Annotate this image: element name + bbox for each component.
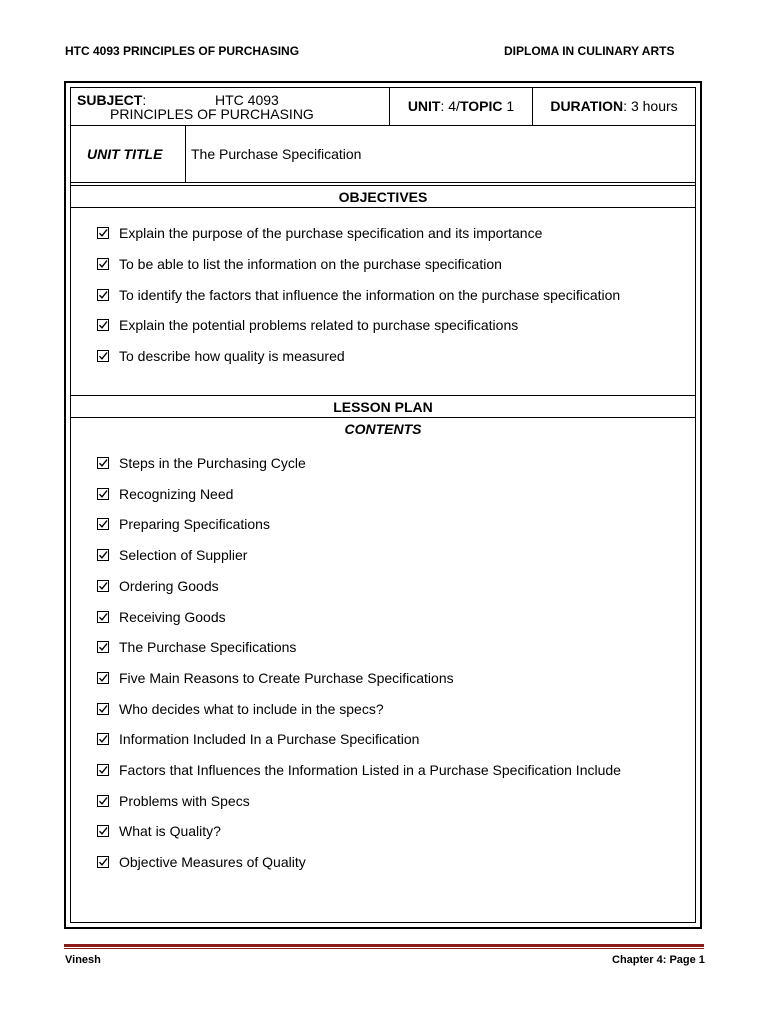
checklist-item: [97, 701, 384, 717]
checkbox-checked-icon: [97, 856, 109, 868]
checklist-item-text: Problems with Specs: [119, 792, 250, 809]
checklist-item: [97, 639, 296, 655]
checklist-item-text: Information Included In a Purchase Specification: [119, 731, 420, 748]
duration-cell: [533, 88, 695, 125]
checklist-item: [97, 486, 233, 502]
checklist-item: [97, 762, 621, 778]
checklist-item-text: The Purchase Specifications: [119, 639, 297, 656]
checkbox-checked-icon: [97, 350, 109, 362]
checklist-item: [97, 287, 620, 303]
unit-label: UNIT: [407, 98, 441, 114]
footer-author: Vinesh: [65, 954, 101, 966]
unit-title-row: [71, 126, 695, 183]
subject-label: SUBJECT: [77, 92, 143, 108]
checklist-item: [97, 854, 306, 870]
checkbox-checked-icon: [97, 764, 109, 776]
checkbox-checked-icon: [97, 580, 109, 592]
checklist-item: [97, 225, 542, 241]
lesson-plan-table: [70, 87, 696, 923]
checklist-item-text: Preparing Specifications: [119, 516, 270, 533]
checkbox-checked-icon: [97, 703, 109, 715]
running-header-program: DIPLOMA IN CULINARY ARTS: [504, 44, 675, 58]
checklist-item: [97, 547, 247, 563]
checklist-item: [97, 670, 454, 686]
checklist-item-text: Steps in the Purchasing Cycle: [119, 455, 306, 471]
checkbox-checked-icon: [97, 457, 109, 469]
checklist-item: [97, 516, 270, 532]
checklist-item-text: To be able to list the information on the purchase specification: [119, 255, 502, 272]
checkbox-checked-icon: [97, 641, 109, 653]
checklist-item-text: Receiving Goods: [119, 608, 226, 625]
checkbox-checked-icon: [97, 549, 109, 561]
checklist-item: [97, 731, 419, 747]
checkbox-checked-icon: [97, 227, 109, 239]
unit-title-label: UNIT TITLE: [87, 146, 163, 162]
checkbox-checked-icon: [97, 319, 109, 331]
running-header-course: HTC 4093 PRINCIPLES OF PURCHASING: [65, 44, 300, 58]
checklist-item: [97, 793, 250, 809]
checkbox-checked-icon: [97, 733, 109, 745]
checkbox-checked-icon: [97, 825, 109, 837]
checkbox-checked-icon: [97, 611, 109, 623]
topic-value: 1: [502, 98, 515, 114]
checklist-item: [97, 348, 345, 364]
checkbox-checked-icon: [97, 672, 109, 684]
checklist-item-text: To describe how quality is measured: [119, 348, 345, 365]
checkbox-checked-icon: [97, 518, 109, 530]
checklist-item-text: Selection of Supplier: [119, 547, 248, 564]
checkbox-checked-icon: [97, 795, 109, 807]
checklist-item: [97, 317, 518, 333]
topic-label: TOPIC: [459, 98, 503, 114]
checklist-item-text: To identify the factors that influence the information on the purchase specification: [119, 286, 621, 303]
checklist-item-text: Recognizing Need: [119, 485, 234, 502]
checklist-item-text: What is Quality?: [119, 823, 221, 840]
checklist-item-text: Objective Measures of Quality: [119, 854, 306, 871]
subject-name: PRINCIPLES OF PURCHASING: [110, 106, 314, 122]
checkbox-checked-icon: [97, 258, 109, 270]
checklist-item: [97, 609, 226, 625]
duration-label: DURATION: [550, 98, 624, 114]
footer-page-number: Chapter 4: Page 1: [612, 954, 705, 966]
unit-cell: [390, 88, 533, 125]
duration-value: : 3 hours: [623, 98, 678, 114]
checklist-item-text: Five Main Reasons to Create Purchase Specifications: [119, 669, 454, 686]
checklist-item-text: Factors that Influences the Information Listed in a Purchase Specification Include: [119, 762, 621, 778]
subject-code: HTC 4093: [215, 92, 279, 108]
checklist-item: [97, 578, 219, 594]
checklist-item-text: Explain the purpose of the purchase specification and its importance: [119, 225, 543, 241]
info-row: [71, 88, 695, 126]
checklist-item-text: Ordering Goods: [119, 577, 219, 594]
lesson-plan-heading: LESSON PLAN: [71, 395, 695, 418]
footer-rule-thin: [64, 948, 704, 949]
checklist-item: [97, 455, 306, 471]
unit-value: : 4/: [440, 98, 460, 114]
checkbox-checked-icon: [97, 488, 109, 500]
unit-title-value: The Purchase Specification: [191, 146, 362, 162]
subject-cell: SUBJECT: HTC 4093 PRINCIPLES OF PURCHASING: [71, 88, 390, 125]
footer-rule: [64, 944, 704, 947]
checklist-item: [97, 256, 502, 272]
objectives-heading: OBJECTIVES: [71, 185, 695, 208]
checklist-item: [97, 823, 221, 839]
lesson-plan-frame: [64, 81, 702, 929]
checklist-item-text: Explain the potential problems related to purchase specifications: [119, 317, 519, 334]
contents-subheading: CONTENTS: [344, 421, 422, 437]
checklist-item-text: Who decides what to include in the specs?: [119, 700, 384, 717]
checkbox-checked-icon: [97, 289, 109, 301]
